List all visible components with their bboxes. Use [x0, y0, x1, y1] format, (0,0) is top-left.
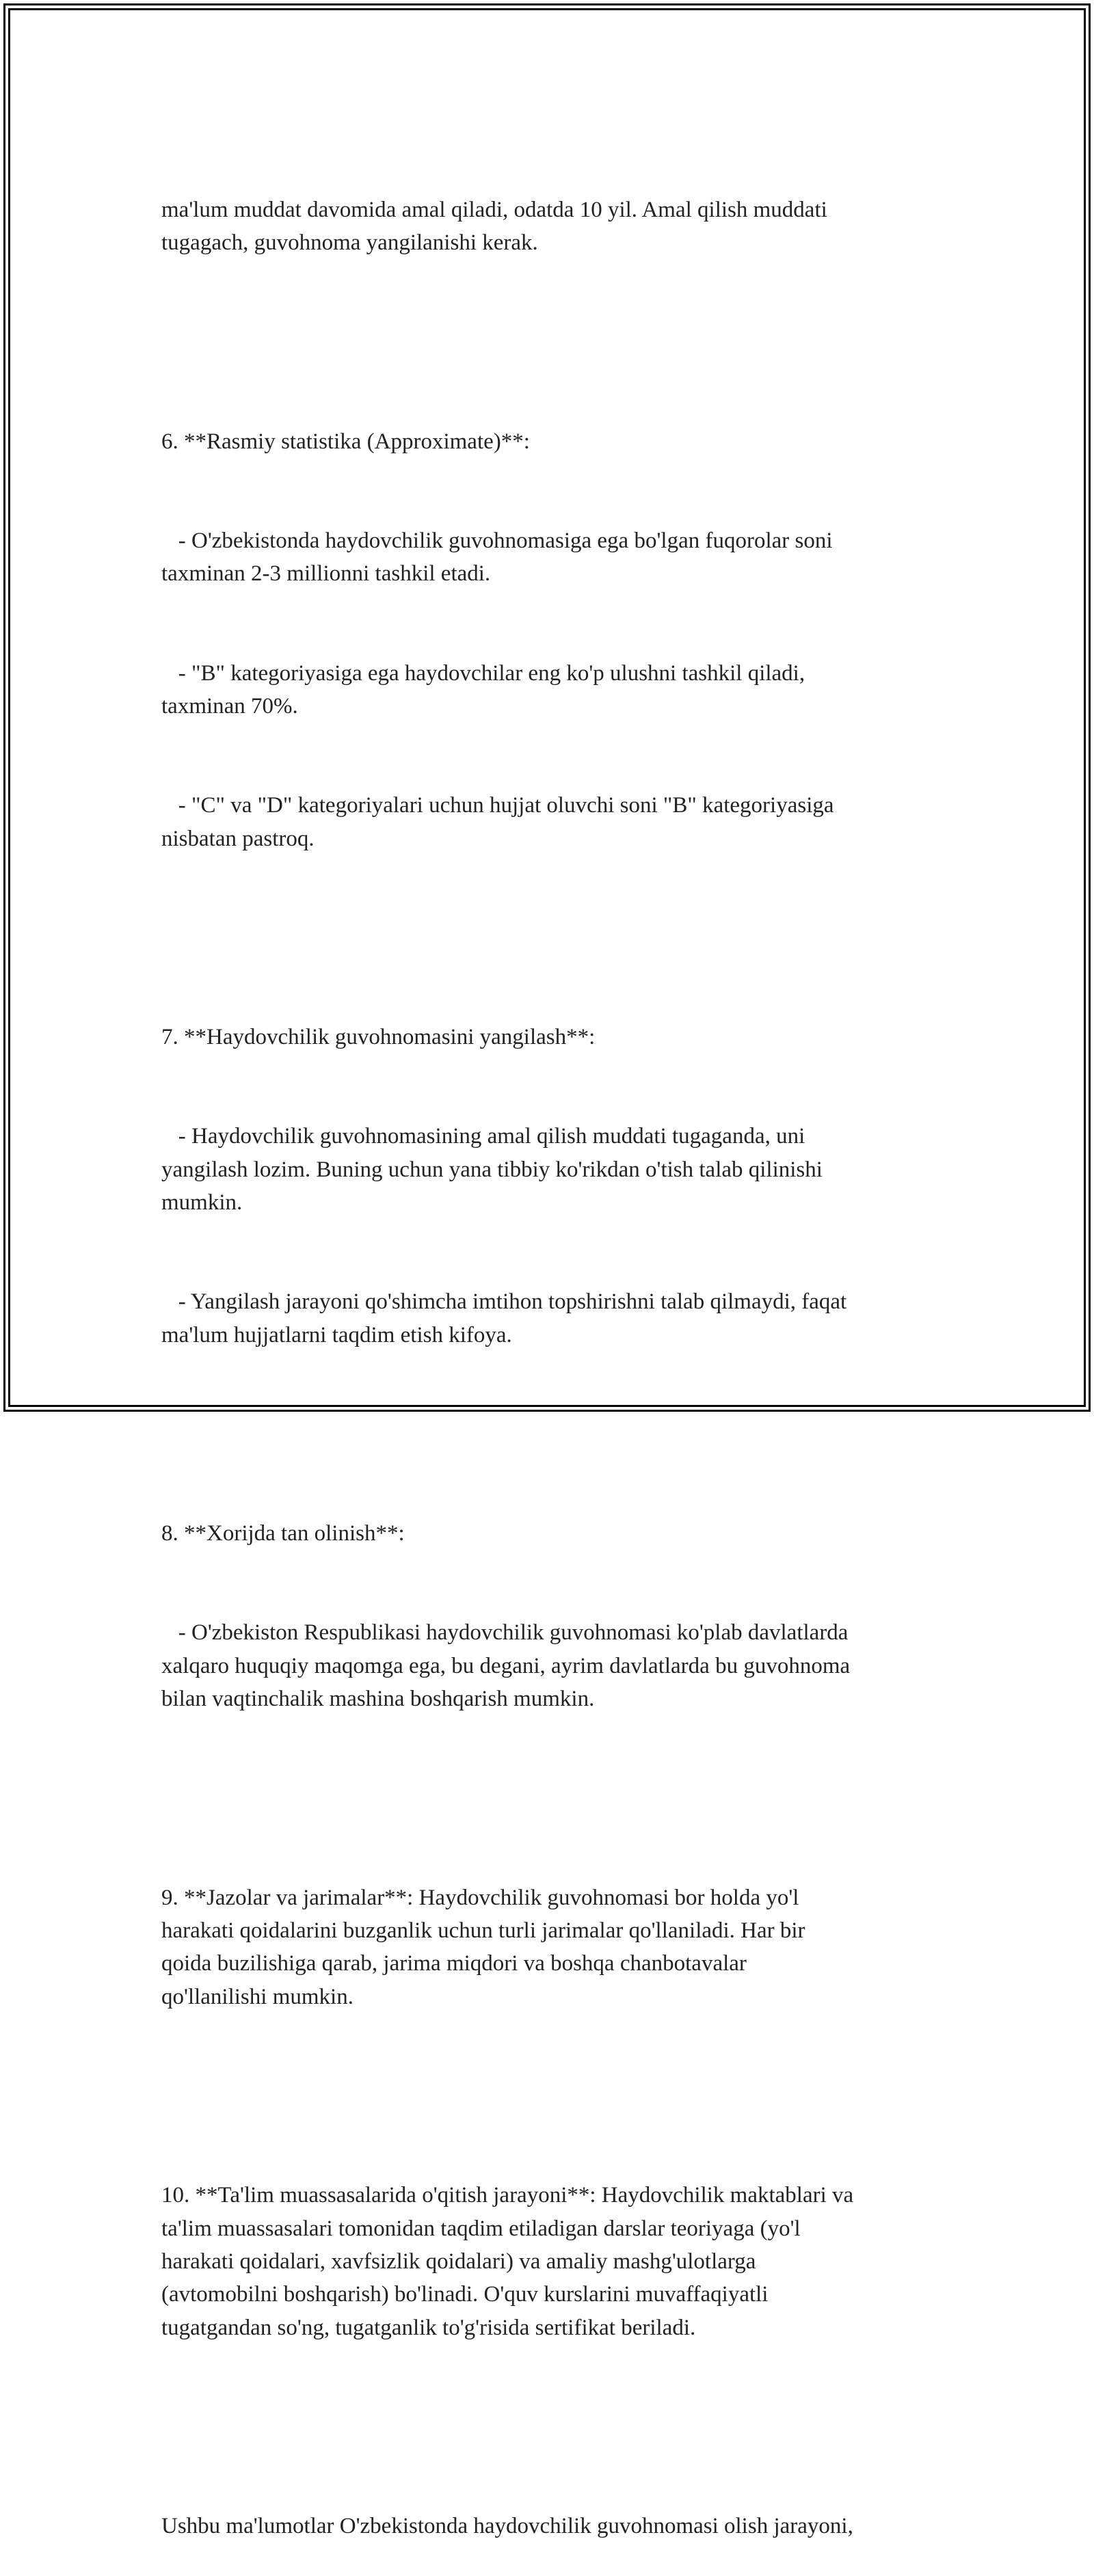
blank-line [161, 1418, 955, 1451]
blank-line [161, 2080, 955, 2112]
section-6-bullet-1: - O'zbekistonda haydovchilik guvohnomasiga ega bo'lgan fuqorolar soni taxminan 2-3 millionni tashkil etadi. [161, 528, 833, 587]
blank-line [161, 1782, 955, 1814]
section-8-bullet-1: - O'zbekiston Respublikasi haydovchilik guvohnomasi ko'plab davlatlarda xalqaro huquqiy maqomga ega, bu degani, ayrim davlatlarda bu guvohnoma bilan vaqtinchalik mashina boshqarish mumkin. [161, 1620, 851, 1712]
paragraph-continuation: ma'lum muddat davomida amal qiladi, odatda 10 yil. Amal qilish muddati tugagach, guvohnoma yangilanishi kerak. [161, 197, 827, 256]
closing-paragraph: Ushbu ma'lumotlar O'zbekistonda haydovchilik guvohnomasi olish jarayoni, [161, 2514, 853, 2539]
section-8-heading: 8. **Xorijda tan olinish**: [161, 1521, 405, 1546]
section-10-paragraph: 10. **Ta'lim muassasalarida o'qitish jarayoni**: Haydovchilik maktablari va ta'lim muassasalari tomonidan taqdim etiladigan darslar teoriyaga (yo'l harakati qoidalari, xavfsizlik qoidalari) va amaliy mashg'ulotlarga (avtomobilni boshqarish) bo'linadi. O'quv kurslarini muvaffaqiyatli tugatgandan so'ng, tugatganlik to'g'risida sertifikat beriladi. [161, 2183, 854, 2340]
section-7-bullet-1: - Haydovchilik guvohnomasining amal qilish muddati tugaganda, uni yangilash lozim. Buning uchun yana tibbiy ko'rikdan o'tish talab qilinishi mumkin. [161, 1124, 823, 1215]
section-6-bullet-3: - "C" va "D" kategoriyalari uchun hujjat oluvchi soni "B" kategoriyasiga nisbatan pastroq. [161, 793, 834, 851]
blank-line [161, 922, 955, 954]
blank-line [161, 325, 955, 358]
section-6-heading: 6. **Rasmiy statistika (Approximate)**: [161, 429, 530, 454]
blank-line [161, 2411, 955, 2443]
document-body [161, 127, 955, 2576]
section-6-bullet-2: - "B" kategoriyasiga ega haydovchilar eng ko'p ulushni tashkil qiladi, taxminan 70%. [161, 660, 805, 719]
section-7-bullet-2: - Yangilash jarayoni qo'shimcha imtihon topshirishni talab qilmaydi, faqat ma'lum hujjatlarni taqdim etish kifoya. [161, 1289, 847, 1347]
section-9-paragraph: 9. **Jazolar va jarimalar**: Haydovchilik guvohnomasi bor holda yo'l harakati qoidalarini buzganlik uchun turli jarimalar qo'llaniladi. Har bir qoida buzilishiga qarab, jarima miqdori va boshqa chanbotavalar qo'llanilishi mumkin. [161, 1885, 805, 2009]
section-7-heading: 7. **Haydovchilik guvohnomasini yangilash**: [161, 1024, 596, 1049]
